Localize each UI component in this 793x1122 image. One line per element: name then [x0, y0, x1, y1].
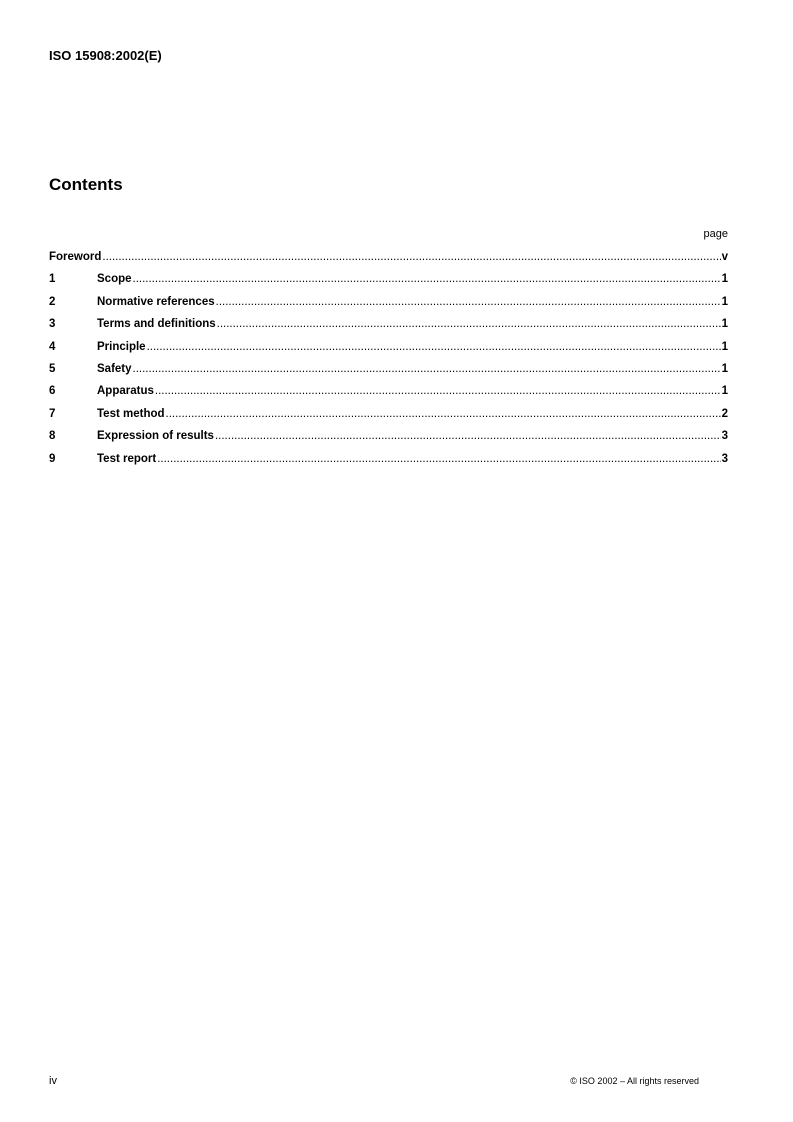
- toc-entry-title: Apparatus: [97, 385, 154, 398]
- toc-entry-title: Principle: [97, 340, 146, 353]
- toc-entry-number: 4: [49, 340, 56, 353]
- toc-entry-number: 1: [49, 273, 56, 286]
- toc-entry-title: Test method: [97, 407, 165, 420]
- toc-entry-apparatus[interactable]: [49, 380, 728, 402]
- toc-entry-page: v: [721, 251, 728, 263]
- toc-entry-safety[interactable]: [49, 358, 728, 380]
- toc-entry-number: 3: [49, 318, 56, 331]
- toc-entry-title: Terms and definitions: [97, 318, 216, 331]
- toc-entry-test-method[interactable]: [49, 403, 728, 425]
- toc-entry-number: 9: [49, 452, 56, 465]
- toc-entry-expression-of-results[interactable]: [49, 425, 728, 447]
- toc-entry-page: 3: [721, 452, 728, 465]
- toc-entry-terms-and-definitions[interactable]: [49, 313, 728, 335]
- toc-entry-title: Expression of results: [97, 430, 214, 443]
- toc-entry-page: 1: [721, 340, 728, 353]
- toc-entry-number: 2: [49, 295, 56, 308]
- toc-entry-test-report[interactable]: [49, 448, 728, 470]
- toc-leader-dots: [133, 268, 721, 290]
- toc-leader-dots: [133, 358, 721, 380]
- document-id: ISO 15908:2002(E): [49, 48, 162, 63]
- toc-leader-dots: [155, 380, 721, 402]
- toc-entry-title: Safety: [97, 362, 132, 375]
- toc-entry-number: 5: [49, 362, 56, 375]
- toc-entry-scope[interactable]: [49, 268, 728, 290]
- toc-entry-title: Normative references: [97, 295, 215, 308]
- toc-entry-page: 1: [721, 362, 728, 375]
- toc-leader-dots: [147, 336, 721, 358]
- toc-entry-title: Test report: [97, 452, 157, 465]
- toc-entry-title: Foreword: [49, 251, 102, 263]
- toc-entry-page: 3: [721, 430, 728, 443]
- page-column-label: page: [703, 228, 728, 240]
- footer-page-number: iv: [49, 1075, 57, 1087]
- toc-entry-page: 1: [721, 318, 728, 331]
- toc-entry-number: 8: [49, 430, 56, 443]
- footer-copyright: © ISO 2002 – All rights reserved: [570, 1076, 699, 1086]
- toc-leader-dots: [102, 246, 720, 268]
- toc-entry-page: 2: [721, 407, 728, 420]
- toc-entry-normative-references[interactable]: [49, 291, 728, 313]
- toc-leader-dots: [217, 313, 721, 335]
- toc-leader-dots: [216, 291, 721, 313]
- table-of-contents: [49, 246, 728, 470]
- toc-leader-dots: [215, 425, 721, 447]
- toc-leader-dots: [166, 403, 721, 425]
- toc-entry-number: 6: [49, 385, 56, 398]
- toc-entry-page: 1: [721, 295, 728, 308]
- toc-entry-page: 1: [721, 385, 728, 398]
- toc-entry-page: 1: [721, 273, 728, 286]
- toc-entry-principle[interactable]: [49, 336, 728, 358]
- toc-entry-number: 7: [49, 407, 56, 420]
- toc-leader-dots: [157, 448, 720, 470]
- contents-heading: Contents: [49, 175, 123, 194]
- toc-entry-title: Scope: [97, 273, 132, 286]
- toc-entry-foreword[interactable]: [49, 246, 728, 268]
